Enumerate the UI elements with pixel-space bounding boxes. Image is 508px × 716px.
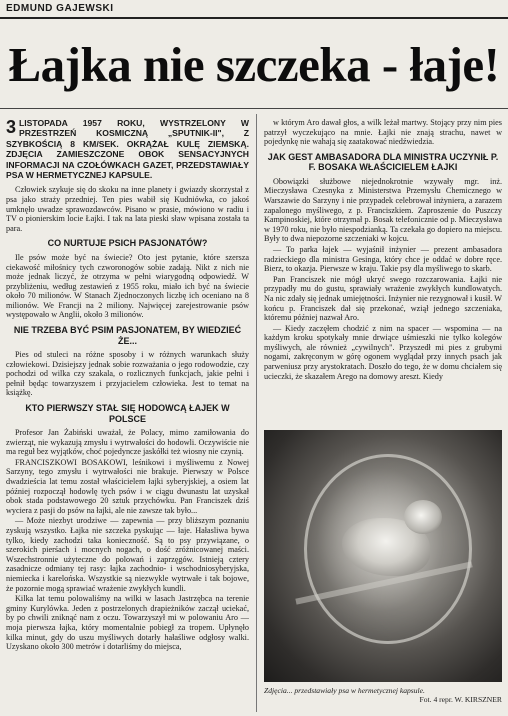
- photo-caption: [264, 686, 502, 704]
- paragraph: — To parka łajek — wyjaśnił inżynier — prezent ambasadora radzieckiego dla ministra Gesinga, który chce je oddać w dobre ręce. Bierz, to okazja. Pierwsze w kraju. Takie psy dla myśliwego to skarb.: [264, 244, 502, 274]
- section-heading: JAK GEST AMBASADORA DLA MINISTRA UCZYNIŁ P. F. BOSAKA WŁAŚCICIELEM ŁAJKI: [267, 151, 499, 173]
- paragraph: Profesor Jan Żabiński uważał, że Polacy, mimo zamiłowania do zwierząt, nie wykazują zmysłu i wytrwałości do hodowli. Oczywiście nie ma reguł bez wyjątków, choć pojedyncze jaskółki też wiosny nie czynią.: [6, 428, 249, 457]
- paragraph: — Może niezbyt urodziwe — zapewnia — przy bliższym poznaniu zyskują wszystko. Łajka nie szczeka pyskując — łaje. Hałasliwa bywa tylko, kiedy zachodzi taka konieczność. Są to psy przywiązane, o szerokich pierśach i mocnych nogach, o dość zróżnicowanej maści. Wszechstronnie użyteczne do polowań i zaprzęgów. Istnieją cztery zasadnicze odmiany tej rasy: łajka zachodnio- i wschodniosyberyjska, niemiecka i karelońska. Wszystkie są niezwykle wytrwałe i tak bojowe, że pozornie mogą sprawiać wrażenie zwykłych kundli.: [6, 516, 249, 593]
- column-divider: [256, 114, 257, 712]
- paragraph: Człowiek szykuje się do skoku na inne planety i gwiazdy skorzystał z psa jako straży przedniej. Ten pies wabił się Kudniówka, co jakoś umknęło uwadze sprawozdawców. Pisano w prasie, mówiono w radiu i TV o pionierskim locie Łajki. I tak na lata pieski sław wpisana została ta para.: [6, 185, 249, 233]
- paragraph: Pies od stuleci na różne sposoby i w różnych warunkach służy człowiekowi. Dzisiejszy jednak sobie rozważania o jego rodowodzie, czy pochodzi od wilka czy szakala, o rozlicznych funkcjach, jakie pełni i pełnił będąc towarzyszem i przyjacielem człowieka. Jest to temat na książkę.: [6, 350, 249, 398]
- capsule-dog-photo: [264, 430, 502, 682]
- caption-text: Zdjęcia... przedstawiały psa w hermetycznej kapsule.: [264, 686, 425, 695]
- paragraph: FRANCISZKOWI BOSAKOWI, leśnikowi i myśliwemu z Nowej Sarzyny, tego zmysłu i wytrwałości nie brakuje. Pierwszy w Polsce dwadzieścia lat temu został właścicielem łajki syberyjskiej, a osiem lat później rozpoczął hodowlę tych psów i w ciągu dwunastu lat uzyskał obok stada podstawowego 20 sztuk przychówku. Pan Franciszek dziś wyciera z pasji do psów na łajki, ale nie zawsze tak było...: [6, 457, 249, 515]
- left-column: [6, 118, 249, 653]
- photo-credit: Fot. 4 repr. W. KIRSZNER: [419, 695, 502, 704]
- section-heading: CO NURTUJE PSICH PASJONATÓW?: [47, 238, 208, 249]
- lead-text: LISTOPADA 1957 ROKU, WYSTRZELONY W PRZESTRZEŃ KOSMICZNĄ „SPUTNIK-II", Z SZYBKOŚCIĄ 8 KM/SEK. OKRĄŻAŁ KULĘ ZIEMSKĄ. ZDJĘCIA ZAMIESZCZONE OBOK SENSACYJNYCH INFORMACJI NA CZOŁÓWKACH GAZET, PRZEDSTAWIAŁY PSA W HERMETYCZNEJ KAPSULE.: [6, 118, 249, 181]
- paragraph: Obowiązki służbowe niejednokrotnie wzywały mgr. inż. Mieczysława Czesnyka z Ministerstwa Przemysłu Chemicznego w Warszawie do Sarzyny i nie przypadek celebrował inżyniera, a zarazem zapalonego myśliwego, z p. Franciszkiem. Zaproszenie do Puszczy Kampinoskiej, które otrzymał p. Bosak telefonicznie od p. Mieczysława w 1970 roku, nie było niespodzianką. Ta czekała go dopiero na miejscu. Były to dwa niepozorne szczeniaki w kojcu.: [264, 176, 502, 244]
- author-byline: EDMUND GAJEWSKI: [6, 3, 114, 14]
- lead-paragraph: [6, 118, 249, 180]
- paragraph: Pan Franciszek nie mógł ukryć swego rozczarowania. Łajki nie przypadły mu do gustu, sprawiały wrażenie zwykłych kundlowatych. Na nic zdały się jednak umiejętności. Inżynier nie rezygnował i kusił. W końcu p. Franciszek dał się przekonać, wziął jednego szczeniaka, któremu później nazwał Aro.: [264, 274, 502, 323]
- paragraph: Ile psów może być na świecie? Oto jest pytanie, które szersza ciekawość miłośnicy tych czworonogów sobie zadają. Nikt z nich nie może jednak liczyć, że otrzyma w pełni wiarygodną odpowiedź. W przybliżeniu, według zestawień z 1955 roku, miało ich być na świecie około 70 milionów. W Stanach Zjednoczonych liczbę ich oceniano na 8 milionów. We Francji na 2 miliony. Najwięcej zarejestrowanie psów występowało w Anglii, około 3 milionów.: [6, 252, 249, 320]
- dog-head-shape: [404, 500, 442, 534]
- title-rule: [0, 108, 508, 109]
- paragraph: Kilka lat temu polowaliśmy na wilki w lasach Jastrzębca na terenie gminy Kurylówka. Jeden z postrzelonych drapieżników zaczął uciekać, by po chwili zniknąć nam z oczu. Towarzyszył mi w polowaniu Aro — moja pierwsza łajka, który momentalnie pobiegł za tropem. Upłynęło kilka minut, gdy do uszu myśliwych dotarły hałaśliwe odgłosy walki. Uzyskano około 300 metrów i dotarliśmy do miejsca,: [6, 594, 249, 652]
- right-column: [264, 118, 502, 382]
- paragraph: w którym Aro dawał głos, a wilk leżał martwy. Stojący przy nim pies patrzył wyczekująco na mnie. Łajki nie znają strachu, nawet w pojedynkę nie wahają się zaatakować niedźwiedzia.: [264, 118, 502, 147]
- article-title: Łajka nie szczeka - łaje!: [8, 37, 500, 92]
- paragraph: — Kiedy zaczęłem chodzić z nim na spacer — wspomina — na każdym kroku spotykały mnie drwiące uśmieszki nie tylko kolegów myśliwych, ale również „cywilnych". Przyszedł mi pies z grubymi nogami, zakręconym w górę ogonem wyglądał przy innych psach jak parweniusz przy arystokratach. Doszło do tego, że w domu chciałem się ucieczki, że skazałem Arego na domowy areszt. Kiedy: [264, 323, 502, 381]
- section-heading: NIE TRZEBA BYĆ PSIM PASJONATEM, BY WIEDZIEĆ ŻE...: [13, 325, 242, 346]
- lead-dropcap: 3: [6, 117, 17, 137]
- top-rule: [0, 17, 508, 19]
- section-heading: KTO PIERWSZY STAŁ SIĘ HODOWCĄ ŁAJEK W POLSCE: [25, 403, 230, 424]
